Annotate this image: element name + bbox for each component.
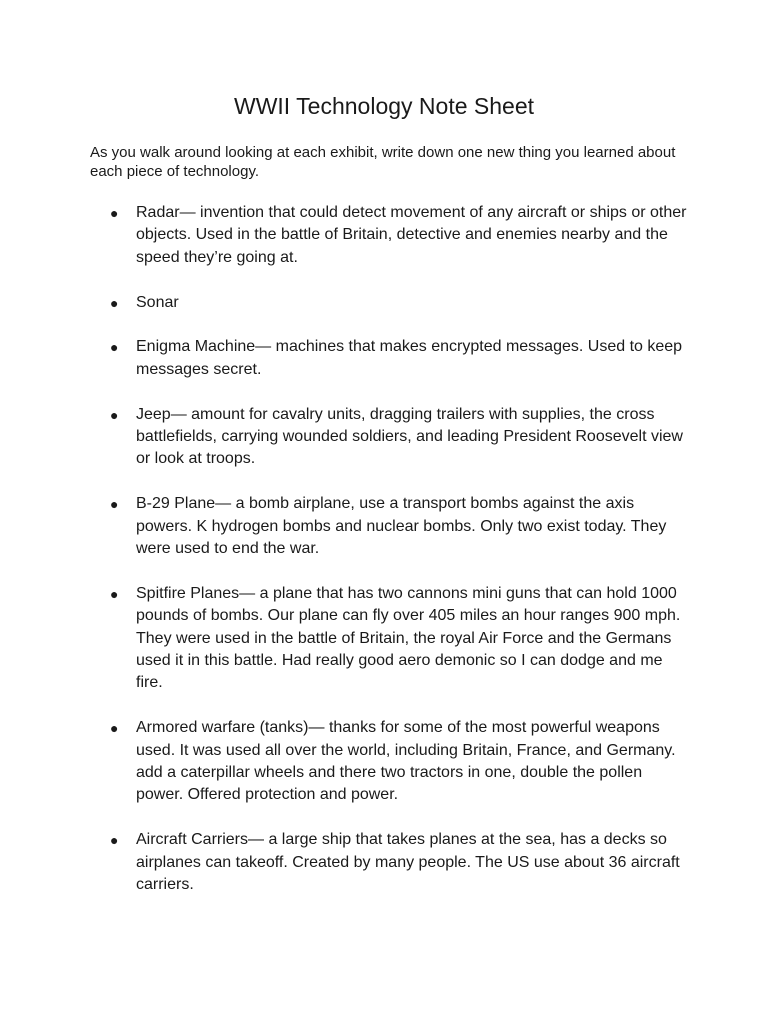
notes-list [90, 202, 690, 919]
note-text: Sonar [136, 293, 179, 311]
note-text: Spitfire Planes— a plane that has two cannons mini guns that can hold 1000 pounds of bombs. Our plane can fly over 405 miles an hour ranges 900 mph. They were used in the battle of Britain, the royal Air Force and the Germans used it in this battle. Had really good aero demonic so I can dodge and me fire. [136, 584, 681, 692]
bullet-icon: ● [110, 406, 119, 423]
list-item-tanks [90, 717, 690, 807]
bullet-icon: ● [110, 832, 119, 849]
note-text: Armored warfare (tanks)— thanks for some of the most powerful weapons used. It was used all over the world, including Britain, France, and Germany. add a caterpillar wheels and there two tractors in one, double the pollen power. Offered protection and power. [136, 719, 676, 804]
list-item-enigma [90, 336, 690, 381]
note-text: Enigma Machine— machines that makes encrypted messages. Used to keep messages secret. [136, 338, 683, 378]
bullet-icon: ● [110, 720, 119, 737]
bullet-icon: ● [110, 496, 119, 513]
list-item-b29-plane [90, 493, 690, 560]
note-text: Jeep— amount for cavalry units, dragging trailers with supplies, the cross battlefields, carrying wounded soldiers, and leading President Roosevelt view or look at troops. [136, 405, 683, 468]
bullet-icon: ● [110, 339, 119, 356]
note-text: B-29 Plane— a bomb airplane, use a transport bombs against the axis powers. K hydrogen bombs and nuclear bombs. Only two exist today. They were used to end the war. [136, 495, 667, 558]
list-item-spitfire [90, 583, 690, 695]
bullet-icon: ● [110, 294, 119, 311]
bullet-icon: ● [110, 585, 119, 602]
page-title: WWII Technology Note Sheet [234, 93, 534, 119]
list-item-sonar [90, 292, 690, 314]
note-text: Aircraft Carriers— a large ship that takes planes at the sea, has a decks so airplanes can takeoff. Created by many people. The US use about 36 aircraft carriers. [136, 831, 680, 894]
list-item-radar [90, 202, 690, 269]
intro-paragraph: As you walk around looking at each exhibit, write down one new thing you learned about each piece of technology. [90, 144, 676, 180]
list-item-jeep [90, 404, 690, 471]
note-text: Radar— invention that could detect movement of any aircraft or ships or other objects. Used in the battle of Britain, detective and enemies nearby and the speed they’re going at. [136, 204, 687, 266]
list-item-aircraft-carriers [90, 829, 690, 896]
bullet-icon: ● [110, 205, 119, 221]
